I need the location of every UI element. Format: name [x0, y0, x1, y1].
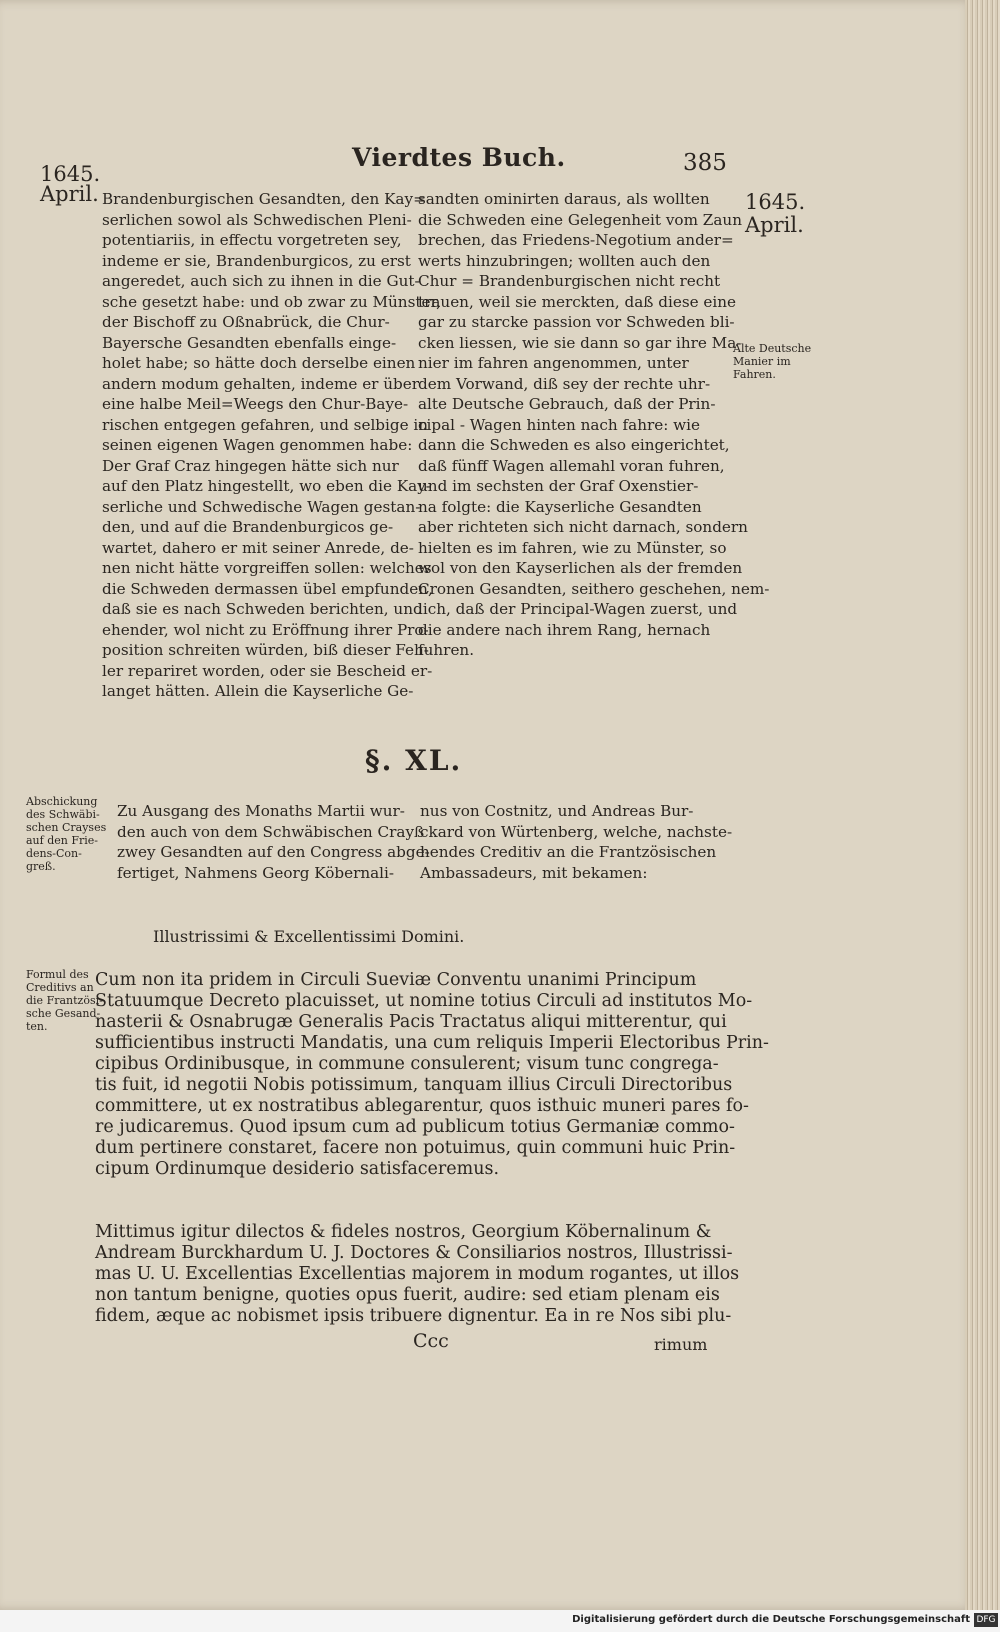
text-line: potentiariis, in effectu vorgetreten sey,: [102, 231, 402, 249]
margin-line: Alte Deutsche: [733, 342, 812, 355]
year-right: [745, 191, 805, 237]
text-line: position schreiten würden, biß dieser Feh-: [102, 641, 429, 659]
text-line: die andere nach ihrem Rang, hernach: [418, 620, 711, 639]
text-line: gar zu starcke passion vor Schweden bli-: [418, 313, 735, 331]
text-line: re judicaremus. Quod ipsum cum ad publicum totius Germaniæ commo-: [95, 1117, 735, 1137]
catchword: rimum: [654, 1335, 708, 1354]
text-line: den auch von dem Schwäbischen Crayß: [117, 822, 425, 841]
year-right-year: 1645.: [745, 190, 806, 214]
text-line: fidem, æque ac nobismet ipsis tribuere dignentur. Ea in re Nos sibi plu-: [95, 1306, 732, 1326]
text-line: Andream Burckhardum U. J. Doctores & Consiliarios nostros, Illustrissi-: [95, 1243, 733, 1263]
text-line: Zu Ausgang des Monaths Martii wur-: [117, 802, 405, 820]
text-line: die Schweden dermassen übel empfunden,: [102, 579, 433, 598]
page-number: 385: [683, 150, 727, 176]
salutation: Illustrissimi & Excellentissimi Domini.: [153, 927, 465, 946]
margin-line: Formul des: [26, 968, 89, 981]
text-line: holet habe; so hätte doch derselbe einen: [102, 354, 416, 372]
text-line: mas U. U. Excellentias Excellentias majorem in modum rogantes, ut illos: [95, 1264, 740, 1284]
text-line: auf den Platz hingestellt, wo eben die Kay-: [102, 477, 431, 495]
text-line: fuhren.: [418, 641, 475, 659]
footer-credit: Digitalisierung gefördert durch die Deutsche Forschungsgemeinschaft: [572, 1614, 970, 1625]
year-right-month: April.: [745, 213, 804, 237]
text-line: lich, daß der Principal-Wagen zuerst, und: [418, 600, 738, 618]
text-line: rischen entgegen gefahren, und selbige in: [102, 415, 429, 434]
text-line: nus von Costnitz, und Andreas Bur-: [420, 802, 694, 820]
margin-line: sche Gesand-: [26, 1007, 101, 1020]
text-line: werts hinzubringen; wollten auch den: [418, 251, 711, 270]
year-left-year: 1645.: [40, 162, 101, 186]
latin-paragraph-2: [95, 1222, 739, 1327]
text-line: serlichen sowol als Schwedischen Pleni-: [102, 210, 412, 229]
text-line: cipal - Wagen hinten nach fahre: wie: [418, 415, 701, 434]
text-line: Bayersche Gesandten ebenfalls einge-: [102, 333, 397, 352]
text-line: trauen, weil sie merckten, daß diese eine: [418, 292, 737, 311]
text-line: cipibus Ordinibusque, in commune consulerent; visum tunc congrega-: [95, 1054, 719, 1074]
section-heading: §. XL.: [365, 744, 463, 777]
section-column-left: [117, 801, 430, 883]
margin-note-alte-manier: [733, 342, 811, 381]
text-line: non tantum benigne, quoties opus fuerit, audire: sed etiam plenam eis: [95, 1285, 720, 1305]
text-line: sandten ominirten daraus, als wollten: [418, 190, 710, 208]
text-line: serliche und Schwedische Wagen gestan-: [102, 497, 421, 516]
text-line: Brandenburgischen Gesandten, den Kay=: [102, 190, 426, 208]
text-line: na folgte: die Kayserliche Gesandten: [418, 497, 702, 516]
text-line: Chur = Brandenburgischen nicht recht: [418, 272, 721, 290]
text-line: Ambassadeurs, mit bekamen:: [420, 863, 648, 882]
text-line: andern modum gehalten, indeme er über: [102, 374, 420, 393]
year-left-month: April.: [40, 182, 99, 206]
text-line: dann die Schweden es also eingerichtet,: [418, 436, 730, 454]
text-line: angeredet, auch sich zu ihnen in die Gut-: [102, 272, 420, 290]
margin-note-formul: [26, 968, 103, 1033]
text-line: nier im fahren angenommen, unter: [418, 354, 689, 372]
text-line: eine halbe Meil=Weegs den Chur-Baye-: [102, 395, 409, 413]
section-column-right: [420, 801, 732, 883]
latin-paragraph-1: [95, 970, 769, 1180]
margin-line: schen Crayses: [26, 821, 107, 834]
text-line: committere, ut ex nostratibus ablegarentur, quos isthuic muneri pares fo-: [95, 1096, 749, 1116]
text-line: seinen eigenen Wagen genommen habe:: [102, 436, 413, 454]
text-line: aber richteten sich nicht darnach, sondern: [418, 518, 748, 536]
text-line: wartet, dahero er mit seiner Anrede, de-: [102, 538, 414, 557]
text-line: langet hätten. Allein die Kayserliche Ge-: [102, 682, 414, 700]
text-line: ehender, wol nicht zu Eröffnung ihrer Pro-: [102, 620, 429, 639]
running-head: Vierdtes Buch.: [352, 143, 566, 172]
text-line: daß fünff Wagen allemahl voran fuhren,: [418, 456, 725, 475]
text-line: Statuumque Decreto placuisset, ut nomine totius Circuli ad institutos Mo-: [95, 991, 753, 1011]
year-left: [40, 164, 100, 204]
margin-line: des Schwäbi-: [26, 808, 100, 821]
text-line: hendes Creditiv an die Frantzösischen: [420, 843, 717, 861]
margin-line: greß.: [26, 860, 56, 873]
text-line: der Bischoff zu Oßnabrück, die Chur-: [102, 313, 390, 331]
text-line: wol von den Kayserlichen als der fremden: [418, 559, 743, 577]
text-line: dum pertinere constaret, facere non potuimus, quin communi huic Prin-: [95, 1138, 736, 1158]
text-line: Cronen Gesandten, seithero geschehen, nem-: [418, 579, 770, 598]
text-line: tis fuit, id negotii Nobis potissimum, tanquam illius Circuli Directoribus: [95, 1075, 733, 1095]
margin-line: Abschickung: [26, 795, 98, 808]
margin-line: Creditivs an: [26, 981, 94, 994]
text-line: sufficientibus instructi Mandatis, una cum reliquis Imperii Electoribus Prin-: [95, 1033, 769, 1053]
text-line: die Schweden eine Gelegenheit vom Zaun: [418, 210, 742, 229]
margin-line: dens-Con-: [26, 847, 82, 860]
book-page-edge: [965, 0, 1000, 1632]
text-line: daß sie es nach Schweden berichten, und: [102, 600, 423, 618]
text-line: brechen, das Friedens-Negotium ander=: [418, 231, 734, 249]
text-line: und im sechsten der Graf Oxenstier-: [418, 477, 699, 495]
margin-line: ten.: [26, 1020, 48, 1033]
dfg-logo: DFG: [974, 1613, 998, 1627]
margin-line: auf den Frie-: [26, 834, 98, 847]
signature-mark: Ccc: [413, 1330, 449, 1352]
margin-note-abschickung: [26, 795, 106, 873]
margin-line: Manier im: [733, 355, 791, 368]
text-line: ckard von Würtenberg, welche, nachste-: [420, 822, 733, 841]
text-line: cken liessen, wie sie dann so gar ihre Ma-: [418, 333, 742, 352]
text-line: alte Deutsche Gebrauch, daß der Prin-: [418, 395, 716, 413]
footer-bar: [0, 1610, 1000, 1632]
text-line: Der Graf Craz hingegen hätte sich nur: [102, 456, 399, 475]
margin-line: Fahren.: [733, 368, 776, 381]
text-line: nasterii & Osnabrugæ Generalis Pacis Tractatus aliqui mitterentur, qui: [95, 1012, 727, 1032]
text-line: hielten es im fahren, wie zu Münster, so: [418, 538, 727, 557]
text-line: Cum non ita pridem in Circuli Sueviæ Conventu unanimi Principum: [95, 970, 697, 990]
text-line: dem Vorwand, diß sey der rechte uhr-: [418, 374, 711, 393]
margin-line: die Frantzösi-: [26, 994, 103, 1007]
column-right: [418, 189, 770, 661]
text-line: nen nicht hätte vorgreiffen sollen: welches: [102, 559, 432, 577]
text-line: Mittimus igitur dilectos & fideles nostros, Georgium Köbernalinum &: [95, 1222, 712, 1242]
text-line: zwey Gesandten auf den Congress abge-: [117, 843, 430, 861]
text-line: ler repariret worden, oder sie Bescheid er-: [102, 661, 433, 680]
text-line: den, und auf die Brandenburgicos ge-: [102, 518, 394, 536]
text-line: indeme er sie, Brandenburgicos, zu erst: [102, 251, 411, 270]
text-line: sche gesetzt habe: und ob zwar zu Münster,: [102, 292, 441, 311]
column-left: [102, 189, 441, 702]
text-line: fertiget, Nahmens Georg Köbernali-: [117, 863, 395, 882]
text-line: cipum Ordinumque desiderio satisfaceremus.: [95, 1159, 500, 1179]
